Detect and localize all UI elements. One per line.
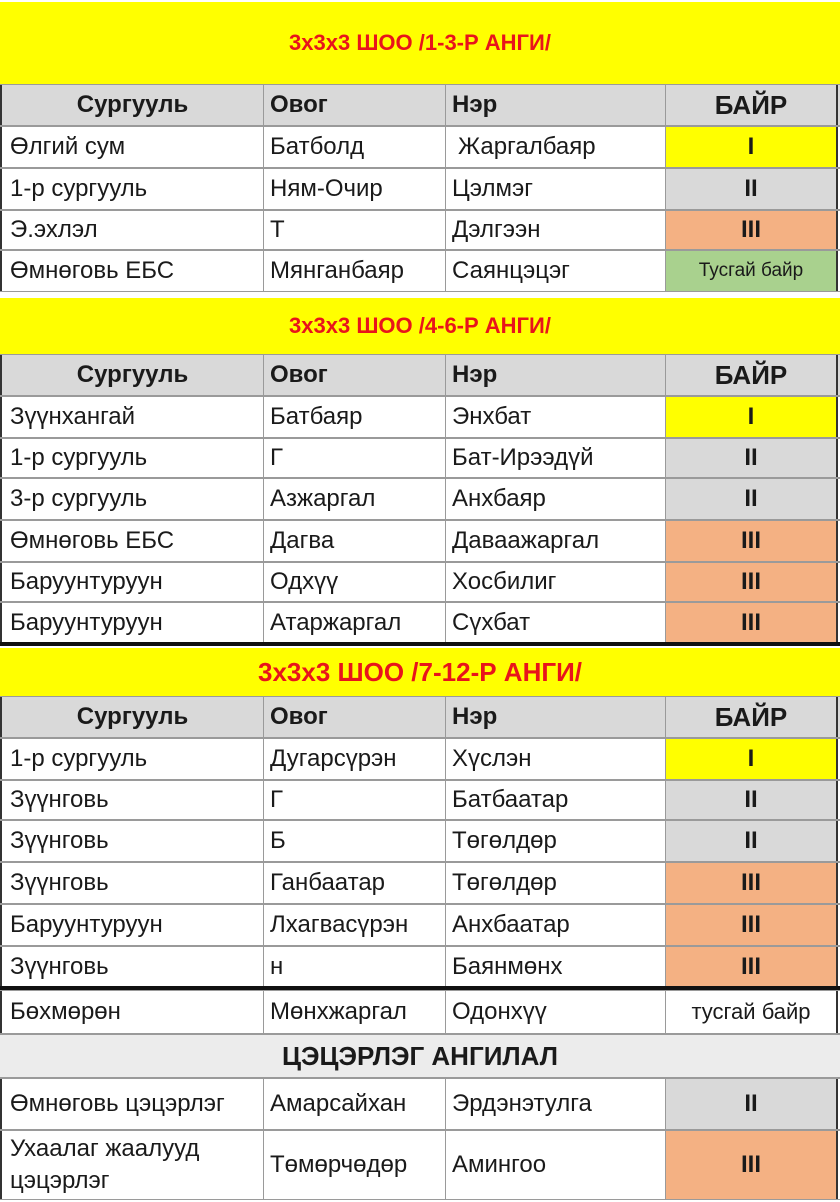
school-cell: Э.эхлэл [0, 211, 264, 249]
name-cell: Анхбаяр [446, 479, 666, 519]
table-row [0, 520, 840, 562]
school-cell: Өлгий сум [0, 127, 264, 167]
header-name: Нэр [446, 355, 666, 395]
header-name: Нэр [446, 697, 666, 737]
surname-cell: Мөнхжаргал [264, 991, 446, 1033]
name-cell: Одонхүү [446, 991, 666, 1033]
surname-cell: Одхүү [264, 563, 446, 601]
table-row [0, 126, 840, 168]
section-3-title-band [0, 648, 840, 696]
name-cell: Төгөлдөр [446, 821, 666, 861]
place-cell: II [666, 821, 838, 861]
surname-cell: Төмөрчөдөр [264, 1131, 446, 1199]
surname-cell: Ганбаатар [264, 863, 446, 903]
place-cell: III [666, 603, 838, 642]
name-cell: Хүслэн [446, 739, 666, 779]
table-row [0, 602, 840, 646]
table-row [0, 990, 840, 1034]
place-cell: II [666, 439, 838, 477]
name-cell: Төгөлдөр [446, 863, 666, 903]
school-cell: Өмнөговь ЕБС [0, 251, 264, 291]
surname-cell: Г [264, 781, 446, 819]
school-cell: 1-р сургууль [0, 739, 264, 779]
table-row [0, 250, 840, 292]
surname-cell: Батбаяр [264, 397, 446, 437]
surname-cell: Азжаргал [264, 479, 446, 519]
header-school: Сургууль [0, 85, 264, 125]
name-cell: Баянмөнх [446, 947, 666, 986]
table-row [0, 478, 840, 520]
school-cell: Зүүнговь [0, 821, 264, 861]
surname-cell: Б [264, 821, 446, 861]
table-row [0, 820, 840, 862]
place-cell: III [666, 905, 838, 945]
table-row [0, 562, 840, 602]
school-cell: 1-р сургууль [0, 439, 264, 477]
name-cell: Бат-Ирээдүй [446, 439, 666, 477]
place-cell: Тусгай байр [666, 251, 838, 291]
surname-cell: Т [264, 211, 446, 249]
table-row [0, 396, 840, 438]
kindergarten-title-row [0, 1034, 840, 1078]
place-cell: III [666, 211, 838, 249]
header-name: Нэр [446, 85, 666, 125]
place-cell: I [666, 127, 838, 167]
place-cell: III [666, 947, 838, 986]
table-row [0, 738, 840, 780]
name-cell: Хосбилиг [446, 563, 666, 601]
surname-cell: Батболд [264, 127, 446, 167]
section-1-title-band [0, 2, 840, 84]
school-cell: Зүүнговь [0, 947, 264, 986]
name-cell: Саянцэцэг [446, 251, 666, 291]
table-row [0, 438, 840, 478]
school-cell: Зүүнговь [0, 781, 264, 819]
section-2-title: 3x3x3 ШОО /4-6-Р АНГИ/ [289, 313, 551, 338]
table-row [0, 862, 840, 904]
section-3-header-row [0, 696, 840, 738]
name-cell: Амингоо [446, 1131, 666, 1199]
header-surname: Овог [264, 85, 446, 125]
surname-cell: Ням-Очир [264, 169, 446, 209]
surname-cell: Атаржаргал [264, 603, 446, 642]
table-row [0, 904, 840, 946]
section-1-title: 3x3x3 ШОО /1-3-Р АНГИ/ [289, 30, 551, 55]
table-row [0, 210, 840, 250]
table-row [0, 168, 840, 210]
table-row [0, 946, 840, 990]
school-cell: 1-р сургууль [0, 169, 264, 209]
header-place: БАЙР [666, 355, 838, 395]
school-cell: Өмнөговь цэцэрлэг [0, 1079, 264, 1129]
school-cell: Баруунтуруун [0, 603, 264, 642]
surname-cell: н [264, 947, 446, 986]
school-cell: 3-р сургууль [0, 479, 264, 519]
table-row [0, 780, 840, 820]
school-cell: Баруунтуруун [0, 563, 264, 601]
surname-cell: Мянганбаяр [264, 251, 446, 291]
header-school: Сургууль [0, 355, 264, 395]
header-surname: Овог [264, 355, 446, 395]
name-cell: Батбаатар [446, 781, 666, 819]
place-cell: II [666, 781, 838, 819]
place-cell: II [666, 479, 838, 519]
name-cell: Цэлмэг [446, 169, 666, 209]
section-2-title-band [0, 298, 840, 354]
kindergarten-title: ЦЭЦЭРЛЭГ АНГИЛАЛ [282, 1040, 558, 1071]
name-cell: Жаргалбаяр [446, 127, 666, 167]
place-cell: III [666, 521, 838, 561]
surname-cell: Амарсайхан [264, 1079, 446, 1129]
name-cell: Эрдэнэтулга [446, 1079, 666, 1129]
school-cell: Зүүнговь [0, 863, 264, 903]
school-cell: Баруунтуруун [0, 905, 264, 945]
name-cell: Даваажаргал [446, 521, 666, 561]
place-cell: тусгай байр [666, 991, 838, 1033]
name-cell: Сүхбат [446, 603, 666, 642]
school-cell: Ухаалаг жаалууд цэцэрлэг [0, 1131, 264, 1199]
school-cell: Бөхмөрөн [0, 991, 264, 1033]
table-row [0, 1130, 840, 1200]
surname-cell: Дагва [264, 521, 446, 561]
header-place: БАЙР [666, 697, 838, 737]
name-cell: Дэлгээн [446, 211, 666, 249]
table-row [0, 1078, 840, 1130]
place-cell: III [666, 863, 838, 903]
section-1-header-row [0, 84, 840, 126]
school-cell: Зүүнхангай [0, 397, 264, 437]
name-cell: Энхбат [446, 397, 666, 437]
header-place: БАЙР [666, 85, 838, 125]
surname-cell: Лхагвасүрэн [264, 905, 446, 945]
header-surname: Овог [264, 697, 446, 737]
section-2-header-row [0, 354, 840, 396]
place-cell: I [666, 397, 838, 437]
surname-cell: Дугарсүрэн [264, 739, 446, 779]
name-cell: Анхбаатар [446, 905, 666, 945]
place-cell: II [666, 1079, 838, 1129]
place-cell: III [666, 1131, 838, 1199]
place-cell: III [666, 563, 838, 601]
surname-cell: Г [264, 439, 446, 477]
place-cell: II [666, 169, 838, 209]
header-school: Сургууль [0, 697, 264, 737]
place-cell: I [666, 739, 838, 779]
section-3-title: 3x3x3 ШОО /7-12-Р АНГИ/ [257, 656, 582, 687]
school-cell: Өмнөговь ЕБС [0, 521, 264, 561]
